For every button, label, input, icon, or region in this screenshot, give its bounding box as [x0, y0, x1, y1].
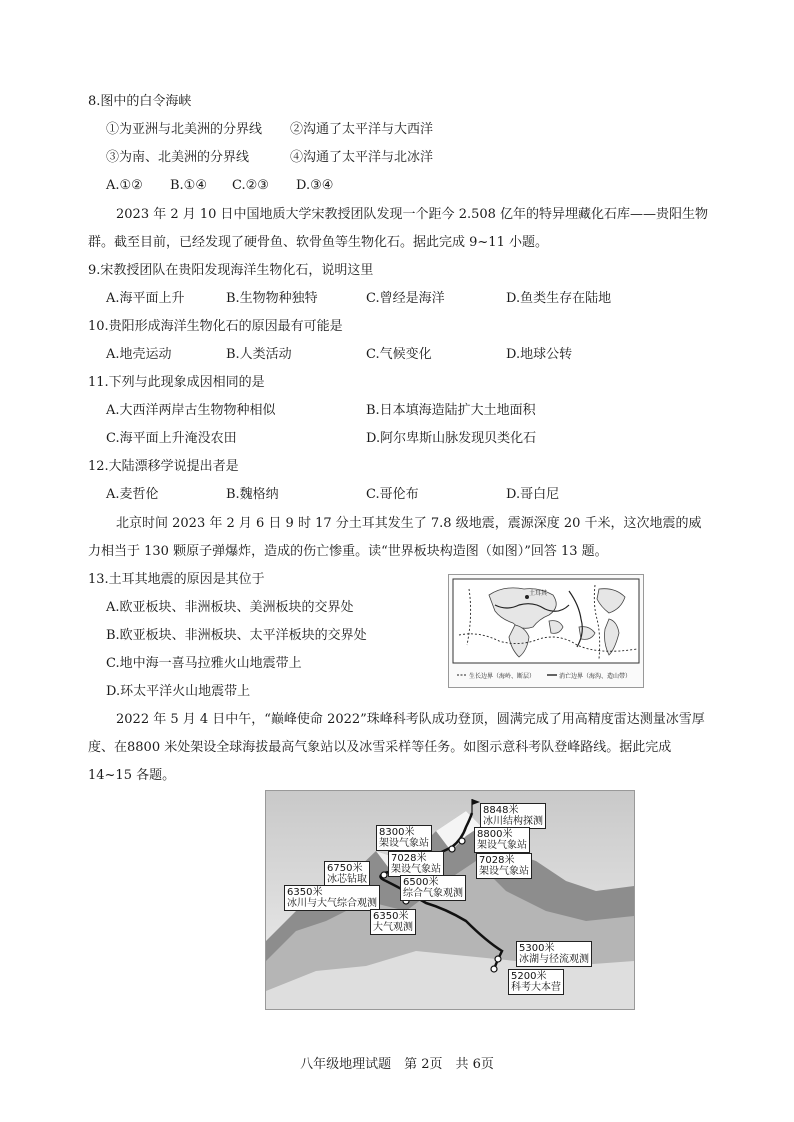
q9-choice-c: C.曾经是海洋	[366, 291, 445, 306]
everest-route-figure	[265, 790, 635, 1010]
route-point-6500	[400, 875, 466, 901]
route-point-8800	[474, 827, 530, 853]
q13-choice-c: C.地中海一喜马拉雅火山地震带上	[106, 656, 302, 671]
page-footer: 八年级地理试题 第 2页 共 6页	[300, 1057, 494, 1072]
route-task: 架设气象站	[479, 866, 529, 877]
route-point-5200	[508, 969, 564, 995]
q9-choice-d: D.鱼类生存在陆地	[506, 291, 612, 306]
q8-choice-c: C.②③	[232, 178, 269, 193]
q8-option-1: ①为亚洲与北美洲的分界线	[106, 122, 263, 137]
q11-choice-c: C.海平面上升淹没农田	[106, 431, 237, 446]
route-point-5300	[516, 941, 592, 967]
plate-tectonics-map	[448, 574, 644, 688]
route-altitude: 8300米	[379, 827, 415, 838]
q12-stem: 12.大陆漂移学说提出者是	[88, 459, 239, 474]
q11-choice-b: B.日本填海造陆扩大土地面积	[366, 403, 536, 418]
q13-stem: 13.土耳其地震的原因是其位于	[88, 572, 265, 587]
route-point-7028-left	[388, 851, 444, 877]
q13-choice-a: A.欧亚板块、非洲板块、美洲板块的交界处	[106, 600, 354, 615]
route-altitude: 6500米	[403, 877, 439, 888]
q10-choice-b: B.人类活动	[226, 347, 292, 362]
route-altitude: 8800米	[477, 829, 513, 840]
map-label-turkey: 土耳其	[529, 590, 548, 597]
route-task: 综合气象观测	[403, 888, 463, 899]
route-altitude: 5300米	[519, 943, 555, 954]
route-task: 架设气象站	[379, 838, 429, 849]
passage-turkey-earthquake: 北京时间 2023 年 2 月 6 日 9 时 17 分土耳其发生了 7.8 级地震，震源深度 20 千米，这次地震的威力相当于 130 颗原子弹爆炸，造成的伤亡惨重。读“世界板块构造图（如图）”回答 13 题。	[88, 516, 702, 559]
q11-choice-a: A.大西洋两岸古生物物种相似	[106, 403, 276, 418]
route-altitude: 6350米	[287, 887, 323, 898]
q12-choice-c: C.哥伦布	[366, 487, 419, 502]
route-task: 冰湖与径流观测	[519, 954, 589, 965]
route-task: 大气观测	[373, 922, 413, 933]
route-task: 冰川结构探测	[483, 816, 543, 827]
legend-convergent-boundary: 消亡边界（海沟、造山带）	[559, 673, 632, 680]
route-altitude: 6750米	[327, 863, 363, 874]
q8-stem: 8.图中的白令海峡	[88, 94, 192, 109]
q13-choice-b: B.欧亚板块、非洲板块、太平洋板块的交界处	[106, 628, 367, 643]
route-altitude: 6350米	[373, 911, 409, 922]
q12-choice-b: B.魏格纳	[226, 487, 279, 502]
route-point-7028-right	[476, 853, 532, 879]
route-task: 科考大本营	[511, 982, 561, 993]
route-task: 冰川与大气综合观测	[287, 898, 377, 909]
route-task: 冰芯钻取	[327, 874, 367, 885]
q8-choice-a: A.①②	[106, 178, 143, 193]
passage-everest-expedition: 2022 年 5 月 4 日中午，“巅峰使命 2022”珠峰科考队成功登顶，圆满完成了用高精度雷达测量冰雪厚度、在8800 米处架设全球海拔最高气象站以及冰雪采样等任务。如图示意科考队登峰路线。据此完成 14~15 各题。	[88, 712, 705, 783]
route-altitude: 5200米	[511, 971, 547, 982]
q10-stem: 10.贵阳形成海洋生物化石的原因最有可能是	[88, 319, 343, 334]
q8-option-3: ③为南、北美洲的分界线	[106, 150, 250, 165]
q8-option-4: ④沟通了太平洋与北冰洋	[290, 150, 434, 165]
q10-choice-d: D.地球公转	[506, 347, 573, 362]
q9-choice-a: A.海平面上升	[106, 291, 185, 306]
route-point-6750	[324, 861, 370, 887]
route-point-6350-combined	[284, 885, 380, 911]
q10-choice-c: C.气候变化	[366, 347, 432, 362]
route-altitude: 8848米	[483, 805, 519, 816]
passage-guiyang: 2023 年 2 月 10 日中国地质大学宋教授团队发现一个距今 2.508 亿年的特异埋藏化石库——贵阳生物群。截至目前，已经发现了硬骨鱼、软骨鱼等生物化石。据此完成 9~11 小题。	[88, 207, 709, 250]
q8-option-2: ②沟通了太平洋与大西洋	[290, 122, 434, 137]
q12-choice-a: A.麦哲伦	[106, 487, 159, 502]
route-altitude: 7028米	[391, 853, 427, 864]
route-point-6350-atmosphere	[370, 909, 416, 935]
q11-stem: 11.下列与此现象成因相同的是	[88, 375, 265, 390]
q8-choice-b: B.①④	[170, 178, 207, 193]
q10-choice-a: A.地壳运动	[106, 347, 172, 362]
plate-map-graphic	[449, 575, 643, 687]
legend-growth-boundary: 生长边界（海岭、断层）	[469, 673, 536, 680]
q8-choice-d: D.③④	[296, 178, 334, 193]
route-point-8300	[376, 825, 432, 851]
q9-stem: 9.宋教授团队在贵阳发现海洋生物化石，说明这里	[88, 263, 374, 278]
q9-choice-b: B.生物物种独特	[226, 291, 318, 306]
route-point-8848	[480, 803, 546, 829]
route-task: 架设气象站	[391, 864, 441, 875]
q11-choice-d: D.阿尔卑斯山脉发现贝类化石	[366, 431, 537, 446]
q12-choice-d: D.哥白尼	[506, 487, 560, 502]
route-altitude: 7028米	[479, 855, 515, 866]
route-task: 架设气象站	[477, 840, 527, 851]
q13-choice-d: D.环太平洋火山地震带上	[106, 684, 251, 699]
